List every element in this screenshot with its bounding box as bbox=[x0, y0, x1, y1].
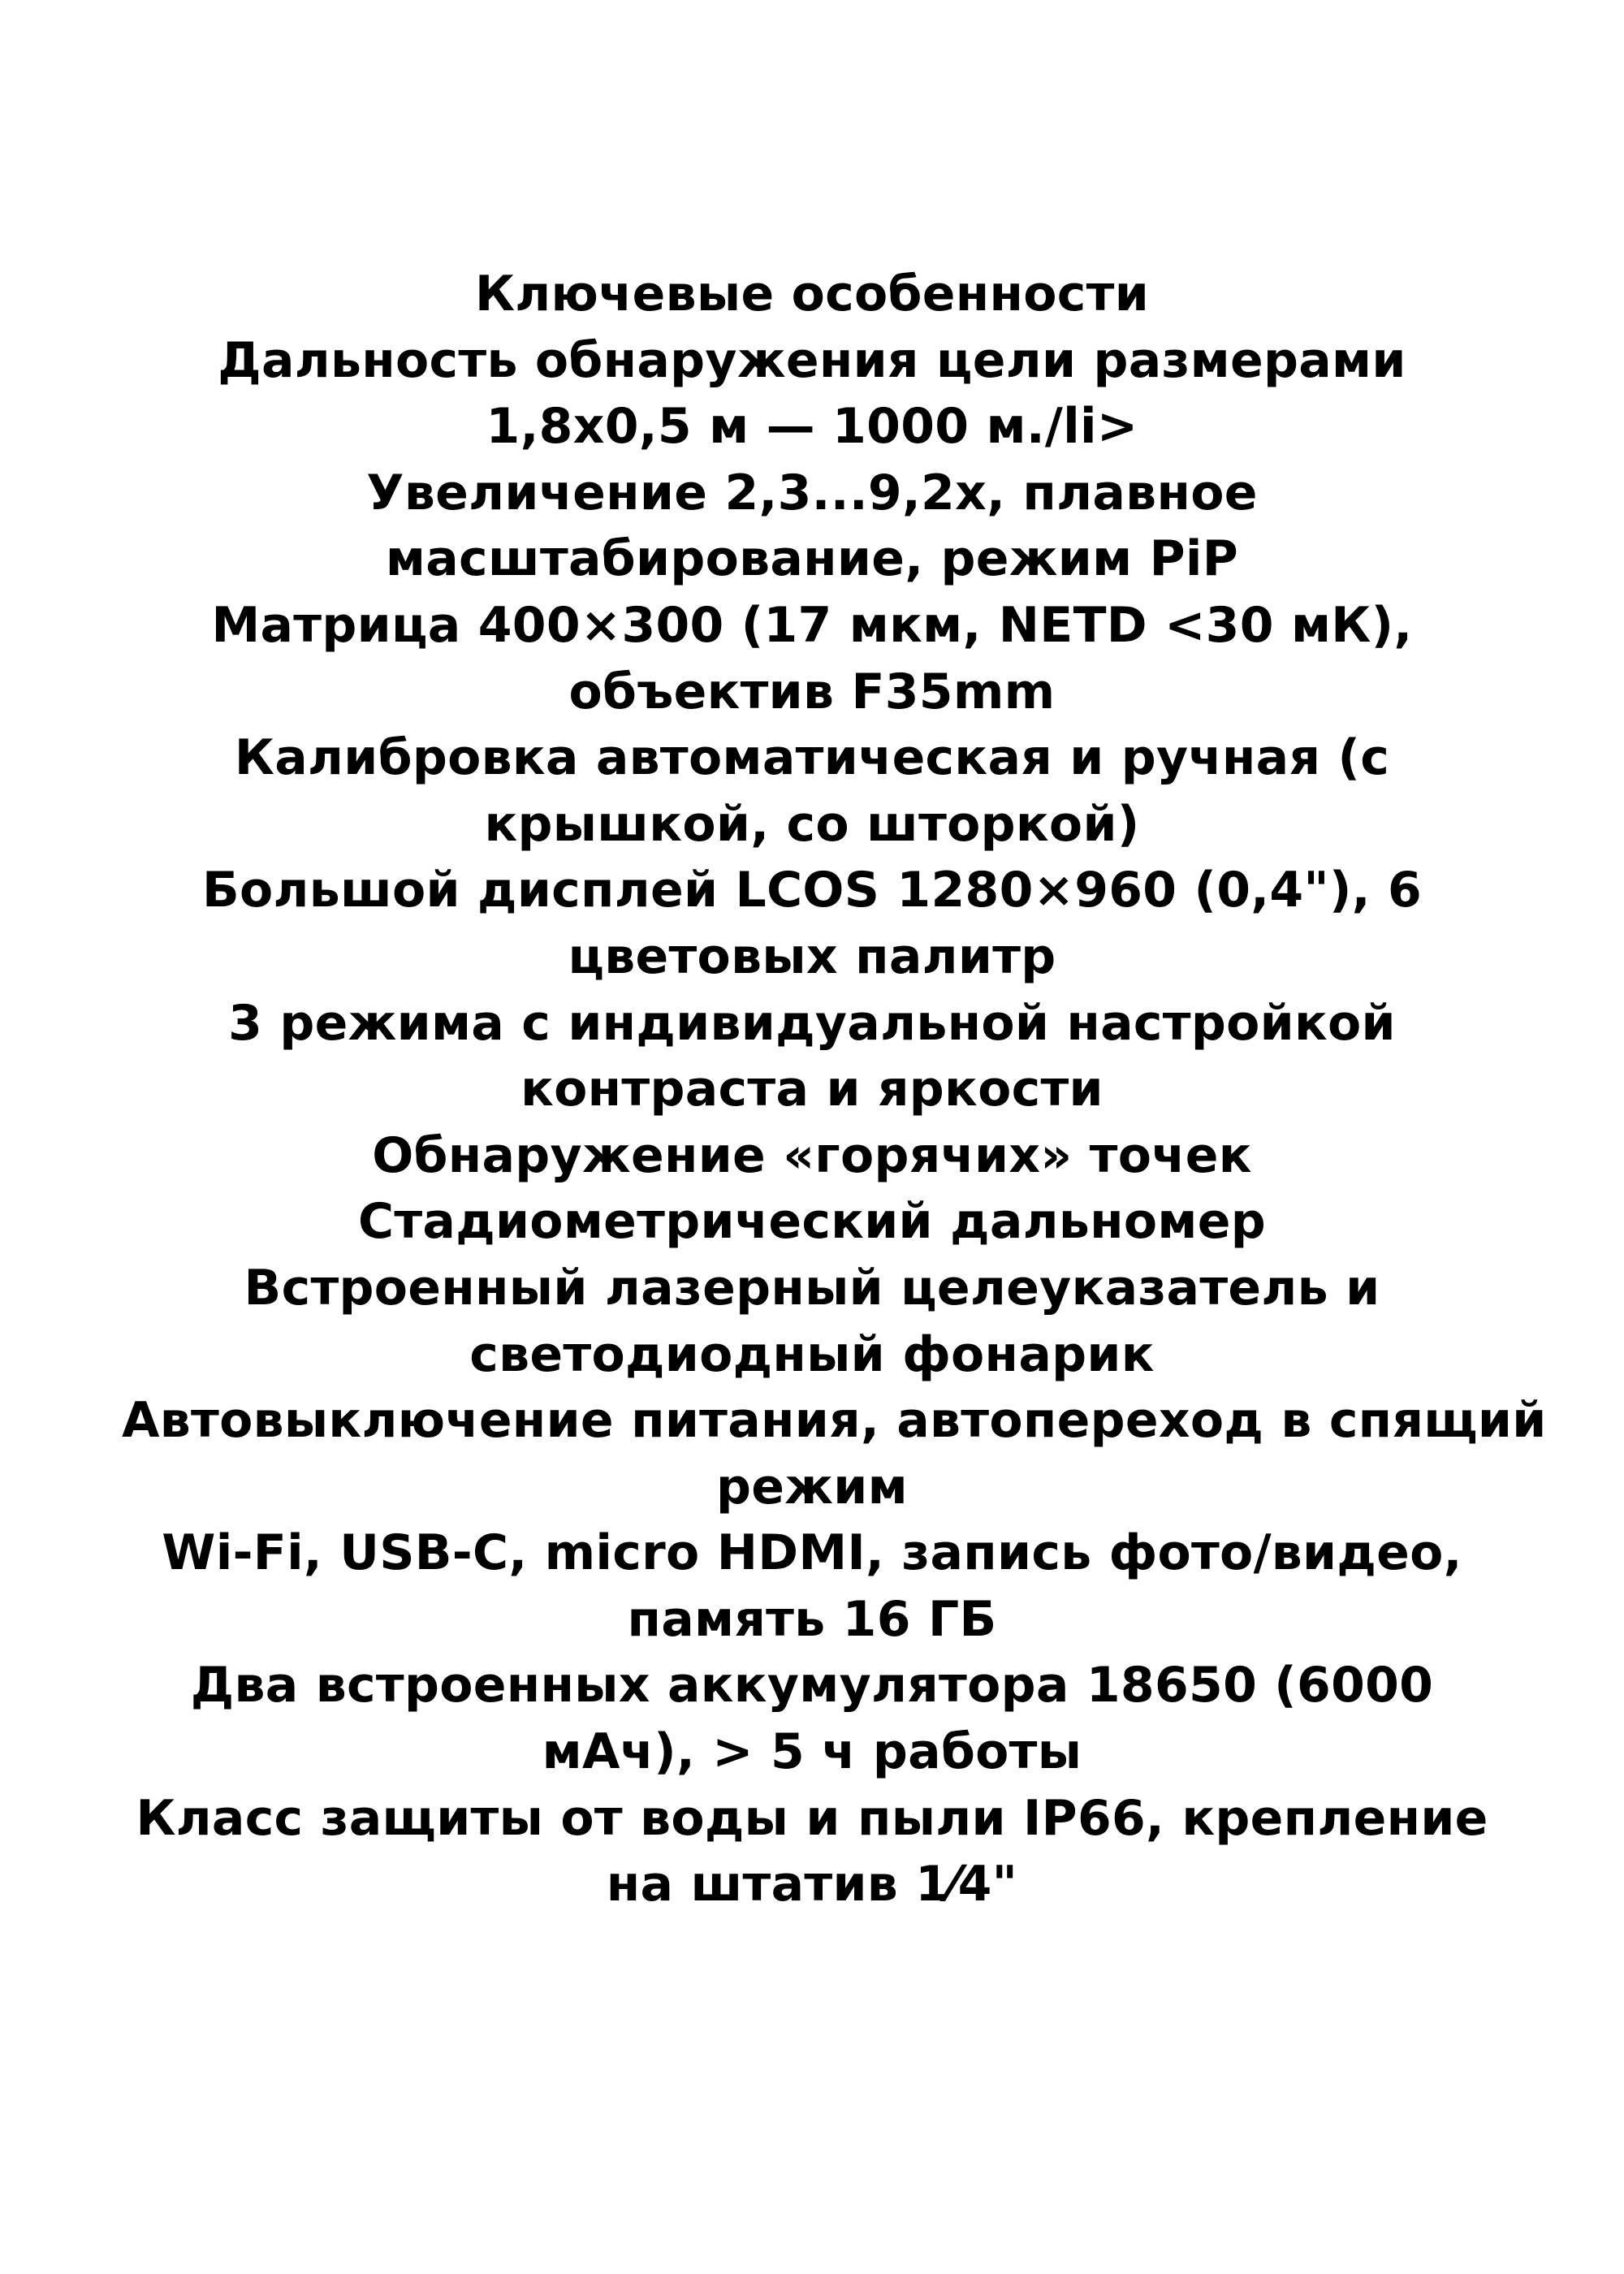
text-line: Класс защиты от воды и пыли IP66, крепление bbox=[136, 1789, 1488, 1847]
text-line: светодиодный фонарик bbox=[469, 1325, 1155, 1383]
text-line: 1,8х0,5 м — 1000 м./li> bbox=[486, 398, 1138, 456]
text-line: Матрица 400×300 (17 мкм, NETD <30 мК), bbox=[211, 596, 1413, 654]
text-line: Стадиометрический дальномер bbox=[358, 1193, 1266, 1251]
text-line: режим bbox=[716, 1458, 908, 1515]
text-line: Калибровка автоматическая и ручная (с bbox=[234, 729, 1390, 787]
text-line: 3 режима с индивидуальной настройкой bbox=[228, 994, 1396, 1052]
text-line: Обнаружение «горячих» точек bbox=[372, 1126, 1252, 1184]
features-text bbox=[122, 262, 1547, 1918]
text-line: Встроенный лазерный целеуказатель и bbox=[244, 1259, 1380, 1316]
text-line: объектив F35mm bbox=[568, 663, 1056, 720]
text-line: Дальность обнаружения цели размерами bbox=[218, 331, 1406, 389]
text-line: Увеличение 2,3...9,2х, плавное bbox=[366, 464, 1258, 521]
text-line: Wi-Fi, USB-C, micro HDMI, запись фото/видео, bbox=[162, 1524, 1462, 1582]
text-line: мАч), > 5 ч работы bbox=[542, 1723, 1082, 1781]
text-line: крышкой, со шторкой) bbox=[484, 795, 1140, 853]
heading-key-features: Ключевые особенности bbox=[474, 266, 1150, 322]
text-line: контраста и яркости bbox=[520, 1061, 1104, 1118]
text-line: на штатив 1⁄4" bbox=[606, 1856, 1018, 1913]
text-line: Большой дисплей LCOS 1280×960 (0,4"), 6 bbox=[201, 862, 1423, 919]
text-line: Автовыключение питания, автопереход в спящий bbox=[122, 1392, 1547, 1450]
text-line: память 16 ГБ bbox=[627, 1590, 997, 1648]
text-line: цветовых палитр bbox=[568, 927, 1056, 985]
text-line: масштабирование, режим PiP bbox=[385, 530, 1239, 588]
text-line: Два встроенных аккумулятора 18650 (6000 bbox=[190, 1657, 1434, 1714]
